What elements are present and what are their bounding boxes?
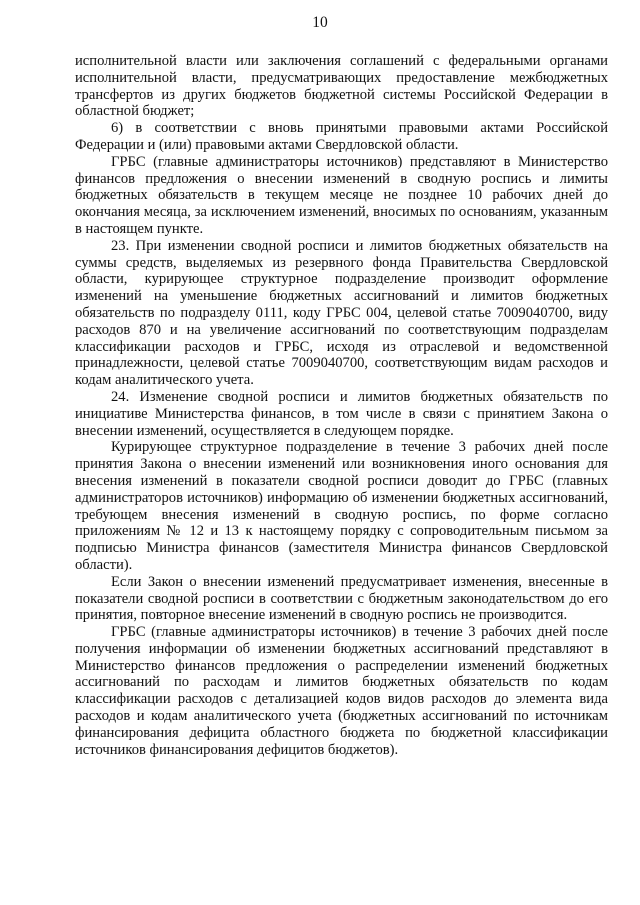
paragraph-grbs-proposals: ГРБС (главные администраторы источников) представляют в Министерство финансов предложения о внесении изменений в сводную роспись и лимиты бюджетных обязательств в текущем месяце не позднее 10 рабочих дней до окончания месяца, за исключением изменений, вносимых по основаниям, указанным в настоящем пункте. [75,153,608,237]
document-body [75,53,608,758]
paragraph-supervising-unit: Курирующее структурное подразделение в течение 3 рабочих дней после принятия Закона о внесении изменений или возникновения иного основания для внесения изменений в показатели сводной росписи доводит до ГРБС (главных администраторов источников) информацию об изменении бюджетных ассигнований, требующем внесения изменений в сводную роспись, по форме согласно приложениям № 12 и 13 к настоящему порядку с сопроводительным письмом за подписью Министра финансов (заместителя Министра финансов Свердловской области). [75,439,608,573]
paragraph-item-6: 6) в соответствии с вновь принятыми правовыми актами Российской Федерации и (или) правовыми актами Свердловской области. [75,120,608,153]
paragraph-law-changes: Если Закон о внесении изменений предусматривает изменения, внесенные в показатели сводной росписи в соответствии с бюджетным законодательством до его принятия, повторное внесение изменений в сводную роспись не производится. [75,573,608,624]
page-number: 10 [312,14,328,31]
paragraph-clause-24: 24. Изменение сводной росписи и лимитов бюджетных обязательств по инициативе Министерства финансов, в том числе в связи с принятием Закона о внесении изменений, осуществляется в следующем порядке. [75,388,608,439]
paragraph-clause-23: 23. При изменении сводной росписи и лимитов бюджетных обязательств на суммы средств, выделяемых из резервного фонда Правительства Свердловской области, курирующее структурное подразделение производит оформление изменений на уменьшение бюджетных ассигнований и лимитов бюджетных обязательств по подразделу 0111, коду ГРБС 004, целевой статье 7009040700, виду расходов 870 и на увеличение ассигнований по соответствующим подразделам классификации расходов и ГРБС, исходя из отраслевой и ведомственной принадлежности, целевой статье 7009040700, соответствующим видам расходов и кодам аналитического учета. [75,237,608,389]
paragraph-grbs-distribution: ГРБС (главные администраторы источников) в течение 3 рабочих дней после получения информации об изменении бюджетных ассигнований представляют в Министерство финансов предложения о распределении изменений бюджетных ассигнований по расходам и лимитов бюджетных обязательств по кодам классификации расходов с детализацией кодов видов расходов до элемента вида расходов и кодам аналитического учета (бюджетных ассигнований по источникам финансирования дефицита областного бюджета по бюджетной классификации источников финансирования дефицитов бюджетов). [75,624,608,758]
paragraph-continuation: исполнительной власти или заключения соглашений с федеральными органами исполнительной власти, предусматривающих предоставление межбюджетных трансфертов из других бюджетов бюджетной системы Российской Федерации в областной бюджет; [75,53,608,120]
